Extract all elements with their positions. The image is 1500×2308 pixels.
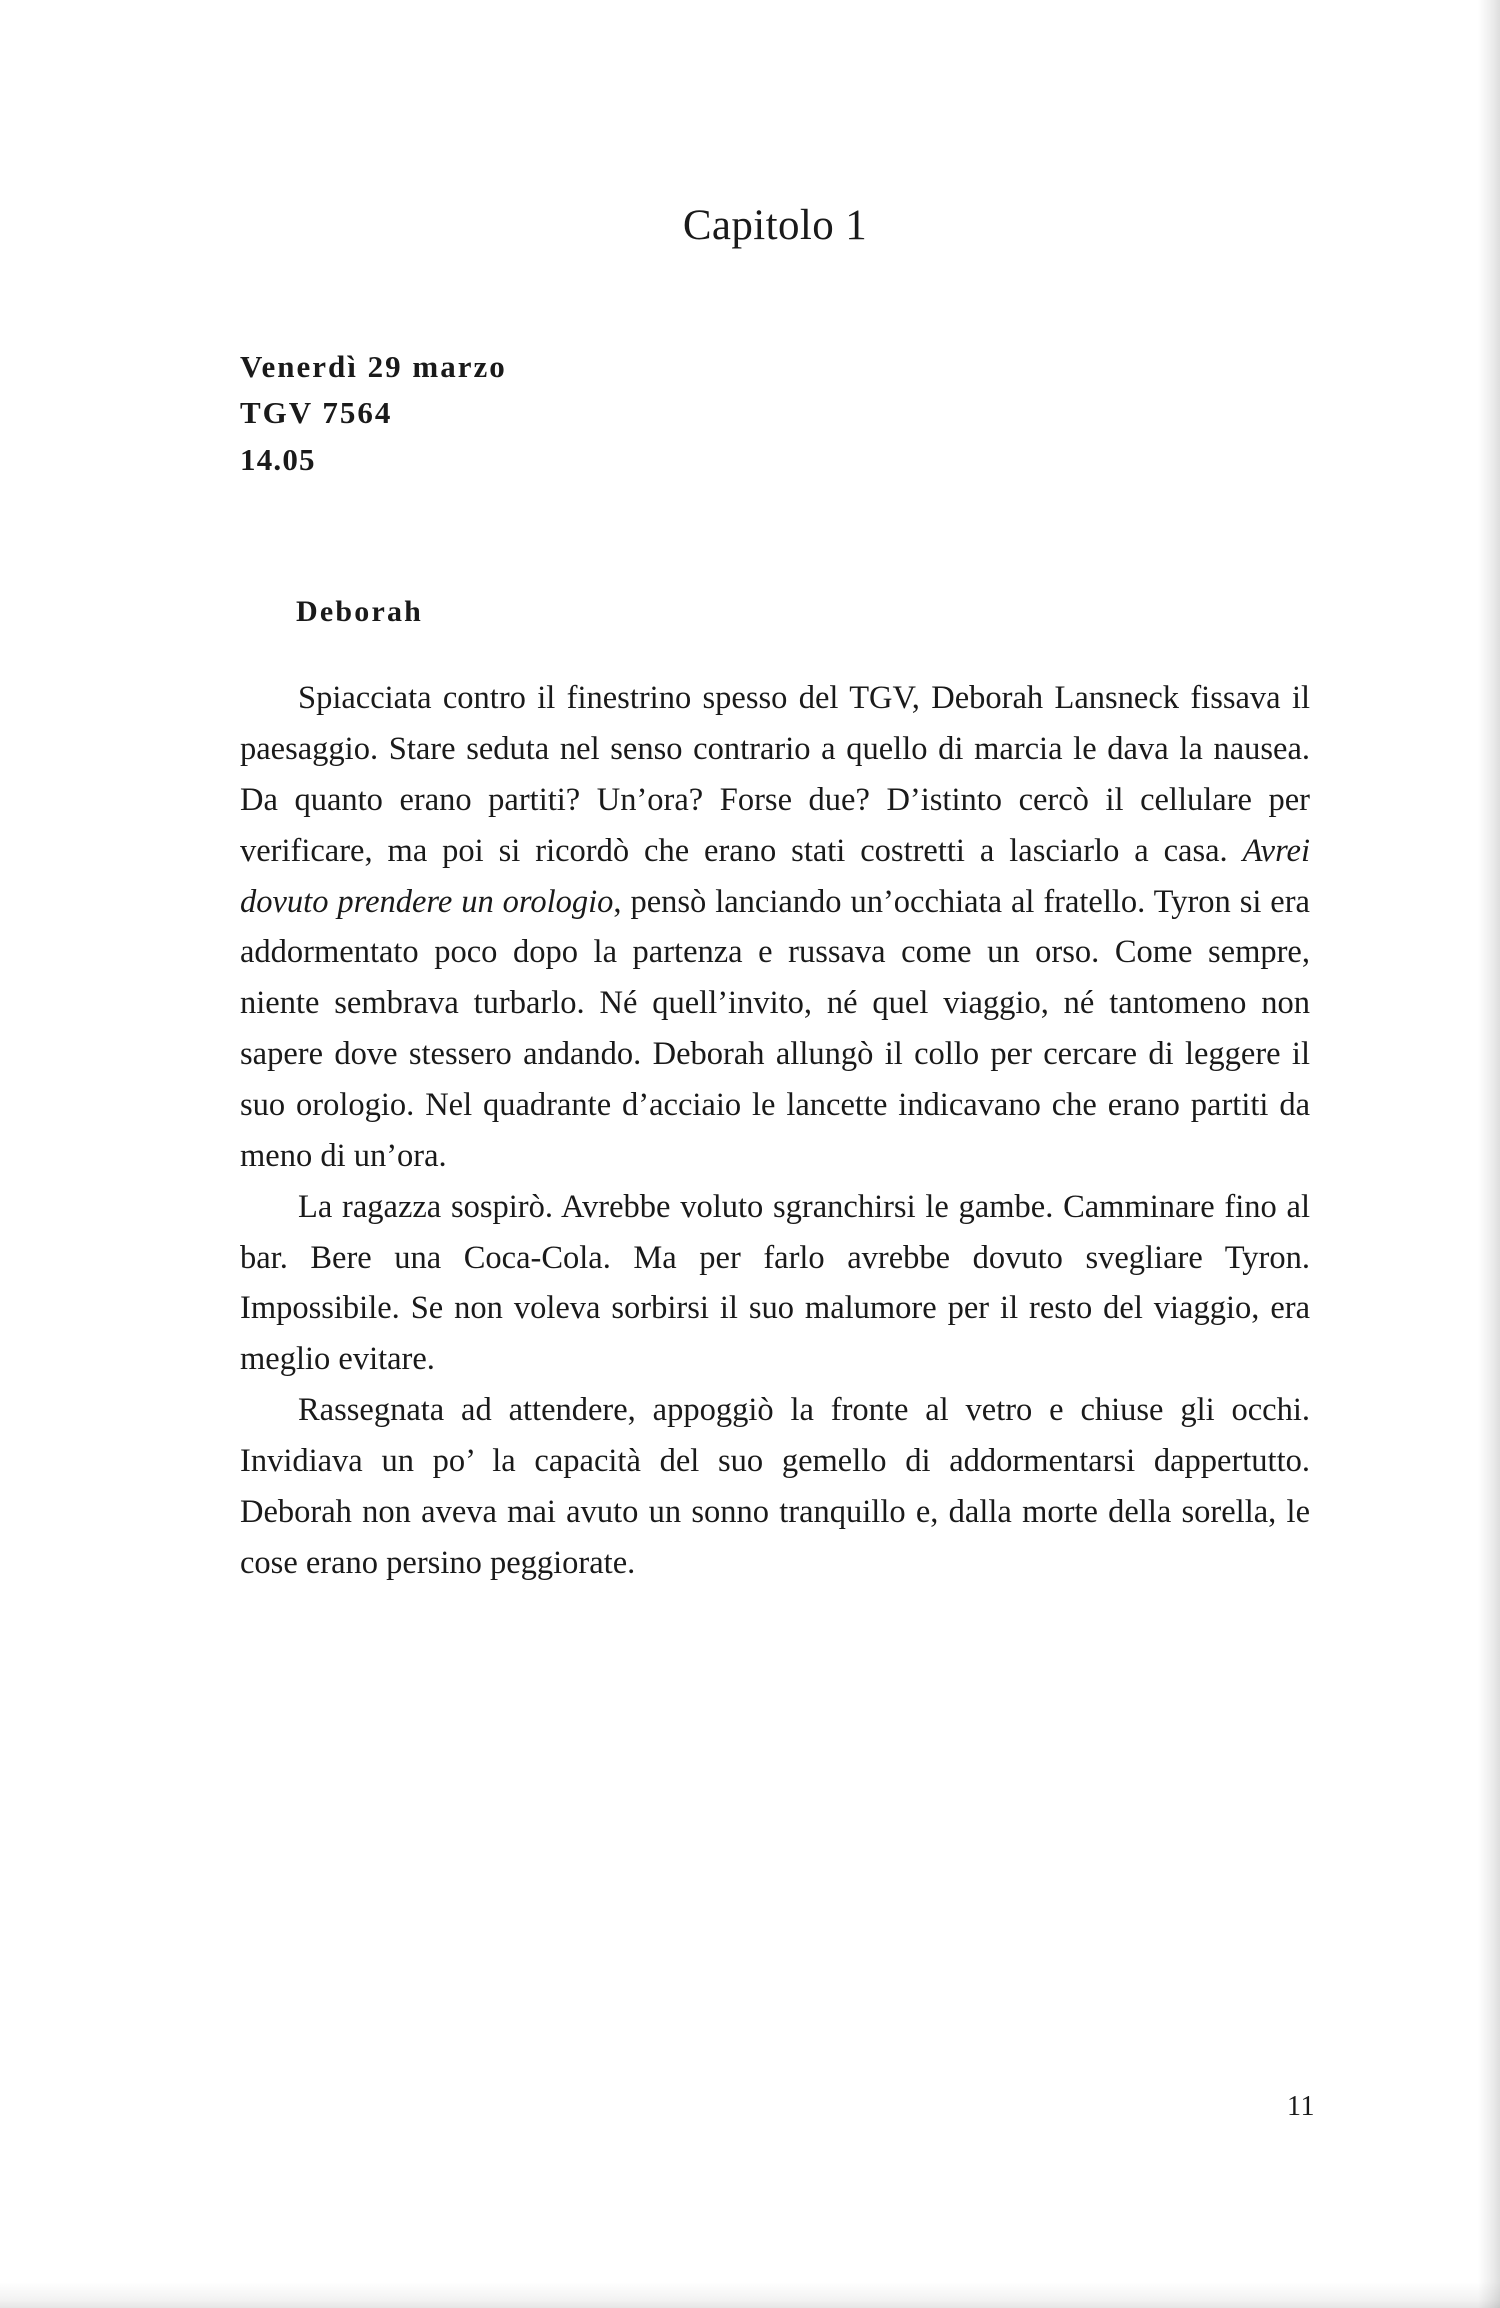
paragraph-2-text: La ragazza sospirò. Avrebbe voluto sgranchirsi le gambe. Camminare fino al bar. Bere una Coca-Cola. Ma per farlo avrebbe dovuto svegliare Tyron. Impossibile. Se non voleva sorbirsi il suo malumore per il resto del viaggio, era meglio evitare. — [240, 1188, 1310, 1378]
page-text-block — [240, 200, 1310, 1589]
scene-date: Venerdì 29 marzo — [240, 348, 507, 384]
body-paragraph-1 — [240, 673, 1310, 1182]
paragraph-3-text: Rassegnata ad attendere, appoggiò la fronte al vetro e chiuse gli occhi. Invidiava un po’ la capacità del suo gemello di addormentarsi dappertutto. Deborah non aveva mai avuto un sonno tranquillo e, dalla morte della sorella, le cose erano persino peggiorate. — [240, 1392, 1310, 1581]
italic-phrase: Avrei dovuto prendere un orologio — [240, 832, 1310, 920]
page-edge-shadow-right — [1478, 0, 1500, 2308]
page-number: 11 — [1287, 2091, 1315, 2122]
scene-heading — [240, 344, 1310, 484]
scene-time: 14.05 — [240, 441, 316, 477]
scene-train: TGV 7564 — [240, 395, 393, 431]
body-paragraph-3 — [240, 1385, 1310, 1588]
body-paragraph-2 — [240, 1182, 1310, 1385]
chapter-title: Capitolo 1 — [682, 202, 868, 249]
scene-speaker: Deborah — [296, 595, 424, 629]
paragraph-1-text: Spiacciata contro il finestrino spesso del TGV, Deborah Lansneck fissava il paesaggio. Stare seduta nel senso contrario a quello di marcia le dava la nausea. Da quanto erano partiti? Un’ora? Forse due? D’istinto cercò il cellulare per verificare, ma poi si ricordò che erano stati costretti a lasciarlo a casa. Avrei dovuto prendere un orologio, pensò lanciando un’occhiata al fratello. Tyron si era addormentato poco dopo la partenza e russava come un orso. Come sempre, niente sembrava turbarlo. Né quell’invito, né quel viaggio, né tantomeno non sapere dove stessero andando. Deborah allungò il collo per cercare di leggere il suo orologio. Nel quadrante d’acciaio le lancette indicavano che erano partiti da meno di un’ora. — [240, 680, 1310, 1174]
page-edge-shadow-bottom — [0, 2282, 1500, 2308]
